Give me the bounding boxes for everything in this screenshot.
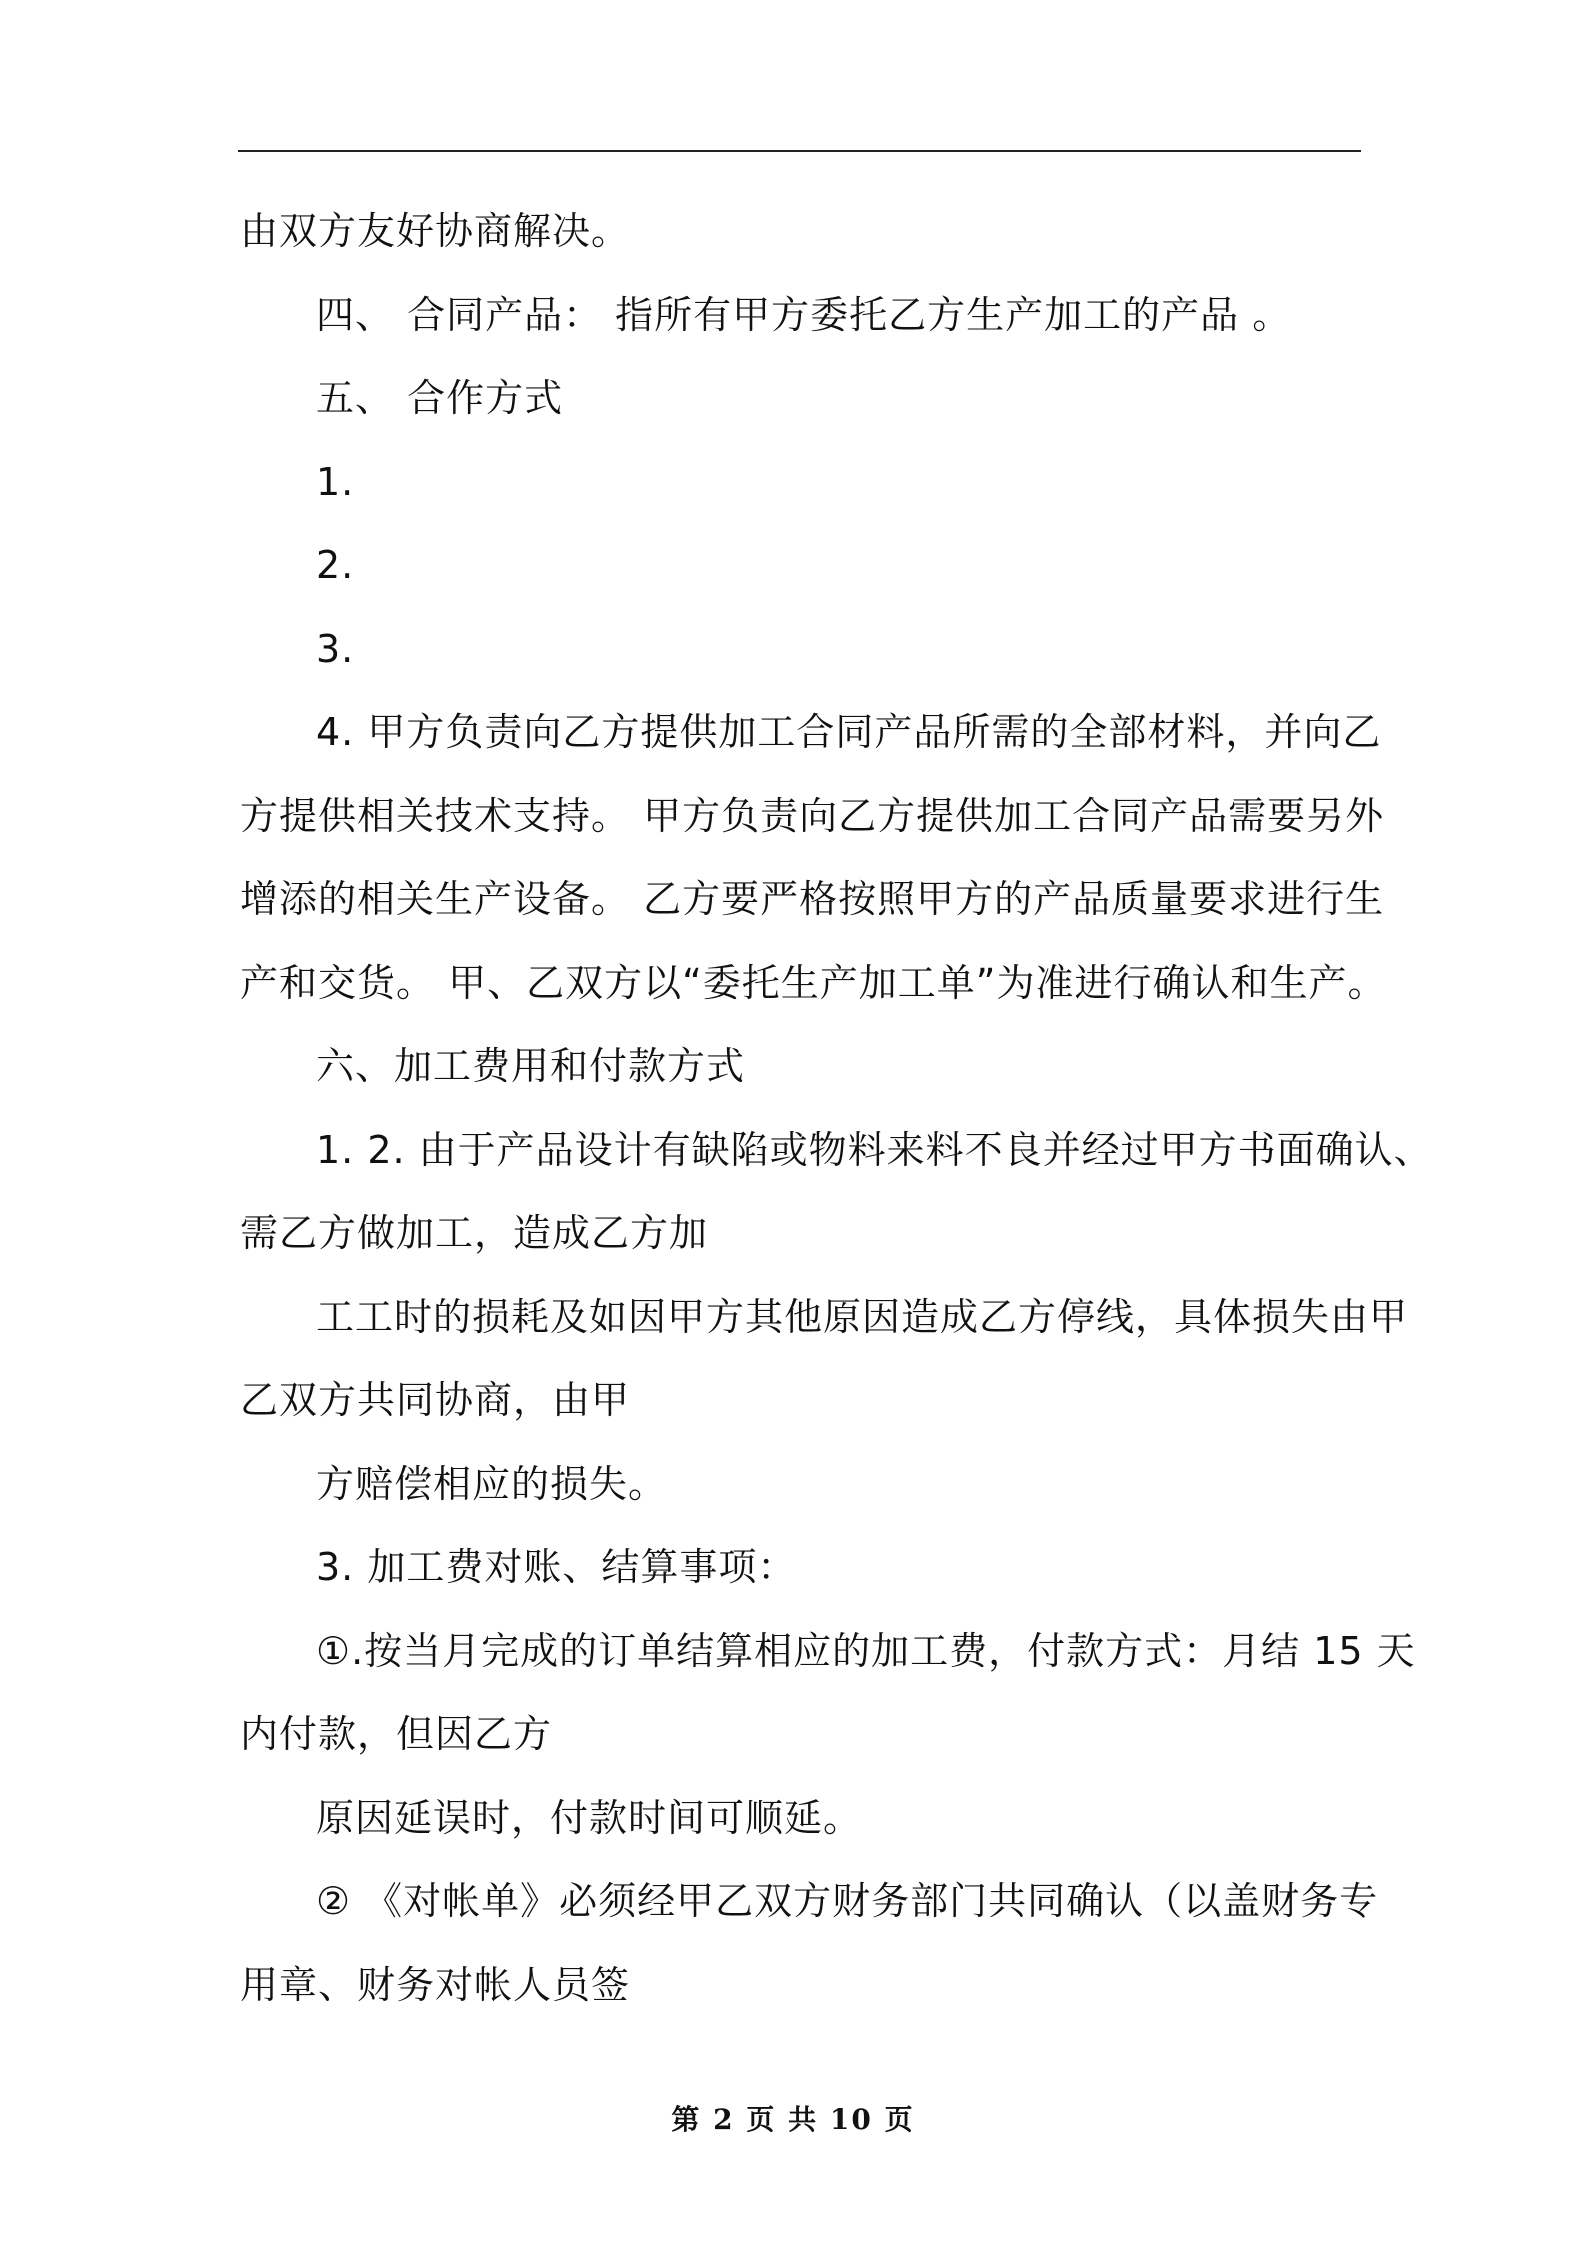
document-line: ①.按当月完成的订单结算相应的加工费，付款方式：月结 15 天 (316, 1628, 1416, 1673)
document-line: 四、 合同产品： 指所有甲方委托乙方生产加工的产品 。 (316, 292, 1292, 337)
document-line: 产和交货。 甲、乙双方以“委托生产加工单”为准进行确认和生产。 (240, 960, 1387, 1005)
document-line: 六、加工费用和付款方式 (316, 1044, 746, 1088)
document-body (240, 190, 1433, 2027)
document-line: 3. (316, 626, 355, 671)
page-number-footer: 第 2 页 共 10 页 (671, 2103, 915, 2136)
document-line: 增添的相关生产设备。 乙方要严格按照甲方的产品质量要求进行生 (240, 877, 1385, 921)
document-line: 需乙方做加工，造成乙方加 (240, 1211, 709, 1255)
document-line: 原因延误时，付款时间可顺延。 (316, 1795, 863, 1840)
document-line: 2. (316, 543, 355, 587)
document-line: 用章、财务对帐人员签 (240, 1962, 631, 2007)
document-line: 内付款，但因乙方 (240, 1712, 553, 1756)
document-line: 3. 加工费对账、结算事项： (316, 1545, 797, 1589)
document-line: 方提供相关技术支持。 甲方负责向乙方提供加工合同产品需要另外 (240, 793, 1385, 838)
header-rule (238, 150, 1361, 152)
document-line: 4. 甲方负责向乙方提供加工合同产品所需的全部材料，并向乙 (316, 710, 1382, 754)
document-line: 方赔偿相应的损失。 (316, 1461, 668, 1506)
document-line: 由双方友好协商解决。 (240, 209, 631, 253)
document-line: ② 《对帐单》必须经甲乙双方财务部门共同确认（以盖财务专 (316, 1879, 1379, 1923)
document-line: 五、 合作方式 (316, 376, 564, 420)
document-line: 1. (316, 459, 355, 504)
document-line: 1. 2. 由于产品设计有缺陷或物料来料不良并经过甲方书面确认、 (316, 1127, 1433, 1172)
document-line: 乙双方共同协商，由甲 (240, 1378, 631, 1422)
document-line: 工工时的损耗及如因甲方其他原因造成乙方停线，具体损失由甲 (316, 1294, 1409, 1339)
